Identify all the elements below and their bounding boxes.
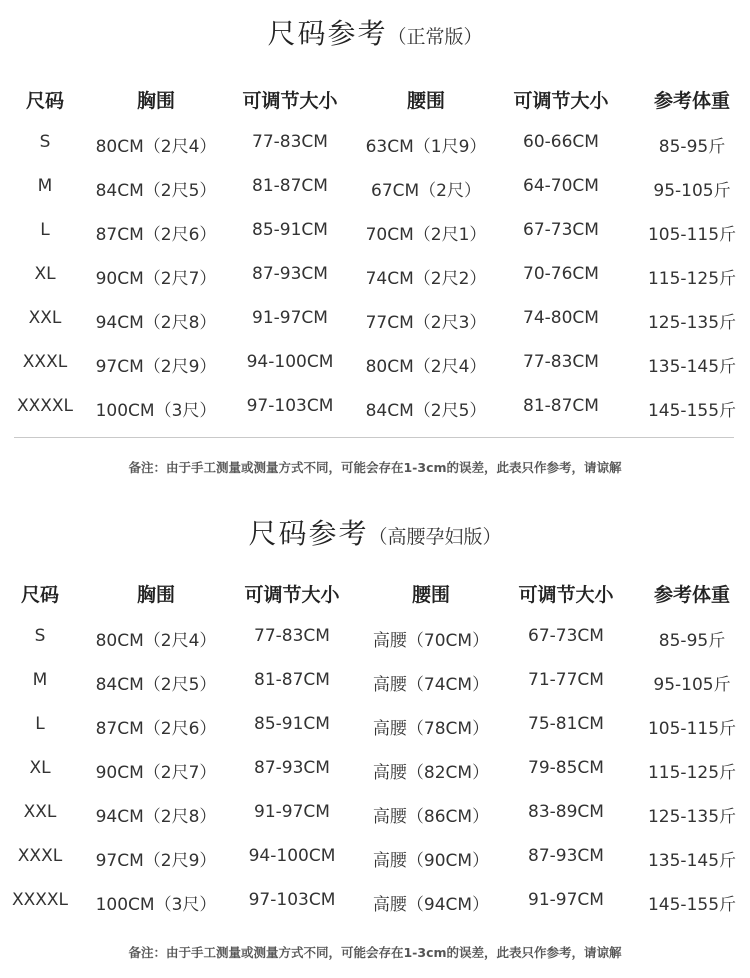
maternity-cell-chest: 94CM（2尺8）	[95, 807, 217, 827]
regular-cell-size: L	[40, 220, 50, 240]
maternity-cell-weight: 125-135斤	[647, 807, 737, 827]
regular-cell-size: XL	[34, 264, 56, 284]
maternity-cell-waist: 高腰（94CM）	[372, 895, 490, 915]
maternity-cell-size: XXXXL	[11, 890, 69, 910]
regular-cell-weight: 145-155斤	[647, 401, 737, 421]
regular-cell-waist-range: 67-73CM	[523, 220, 599, 240]
regular-cell-chest-range: 91-97CM	[252, 308, 328, 328]
regular-cell-waist-range: 60-66CM	[523, 132, 599, 152]
maternity-cell-waist: 高腰（86CM）	[372, 807, 490, 827]
regular-cell-chest-range: 77-83CM	[252, 132, 328, 152]
regular-cell-weight: 85-95斤	[658, 137, 726, 157]
regular-cell-size: S	[39, 132, 51, 152]
regular-cell-waist-range: 64-70CM	[523, 176, 599, 196]
maternity-note: 备注：由于手工测量或测量方式不同，可能会存在1-3cm的误差，此表只作参考，请谅解	[128, 945, 622, 960]
maternity-cell-chest-range: 81-87CM	[254, 670, 330, 690]
maternity-cell-size: S	[34, 626, 46, 646]
regular-cell-weight: 95-105斤	[653, 181, 731, 201]
maternity-cell-weight: 115-125斤	[647, 763, 737, 783]
maternity-header-chest-range: 可调节大小	[244, 584, 340, 606]
regular-cell-chest: 94CM（2尺8）	[95, 313, 217, 333]
maternity-cell-waist: 高腰（82CM）	[372, 763, 490, 783]
maternity-cell-chest-range: 85-91CM	[254, 714, 330, 734]
maternity-cell-chest: 100CM（3尺）	[95, 895, 217, 915]
regular-cell-weight: 105-115斤	[647, 225, 737, 245]
maternity-title-sub: （高腰孕妇版）	[368, 526, 502, 548]
maternity-cell-waist: 高腰（70CM）	[372, 631, 490, 651]
regular-header-waist: 腰围	[406, 90, 446, 112]
maternity-cell-waist-range: 79-85CM	[528, 758, 604, 778]
regular-cell-chest-range: 87-93CM	[252, 264, 328, 284]
regular-cell-size: XXXL	[22, 352, 68, 372]
regular-cell-waist: 67CM（2尺）	[371, 181, 481, 201]
maternity-cell-chest: 90CM（2尺7）	[95, 763, 217, 783]
maternity-header-weight: 参考体重	[653, 584, 731, 606]
maternity-cell-chest: 97CM（2尺9）	[95, 851, 217, 871]
regular-header-size: 尺码	[25, 90, 65, 112]
regular-cell-waist-range: 81-87CM	[523, 396, 599, 416]
maternity-header-size: 尺码	[20, 584, 60, 606]
maternity-cell-waist-range: 87-93CM	[528, 846, 604, 866]
maternity-cell-chest: 87CM（2尺6）	[95, 719, 217, 739]
maternity-cell-waist-range: 71-77CM	[528, 670, 604, 690]
maternity-header-chest: 胸围	[136, 584, 176, 606]
maternity-cell-chest: 80CM（2尺4）	[95, 631, 217, 651]
maternity-cell-weight: 135-145斤	[647, 851, 737, 871]
regular-cell-chest: 80CM（2尺4）	[95, 137, 217, 157]
regular-cell-chest: 87CM（2尺6）	[95, 225, 217, 245]
regular-cell-size: M	[37, 176, 53, 196]
maternity-header-waist: 腰围	[411, 584, 451, 606]
regular-cell-weight: 125-135斤	[647, 313, 737, 333]
regular-cell-waist: 84CM（2尺5）	[365, 401, 487, 421]
regular-cell-chest-range: 85-91CM	[252, 220, 328, 240]
maternity-cell-weight: 95-105斤	[653, 675, 731, 695]
regular-cell-size: XXXXL	[16, 396, 74, 416]
maternity-cell-weight: 145-155斤	[647, 895, 737, 915]
maternity-cell-waist-range: 91-97CM	[528, 890, 604, 910]
maternity-cell-size: M	[32, 670, 48, 690]
regular-title-main: 尺码参考	[267, 17, 388, 50]
regular-cell-chest-range: 94-100CM	[246, 352, 334, 372]
regular-divider	[14, 437, 734, 438]
maternity-cell-chest-range: 97-103CM	[248, 890, 336, 910]
regular-cell-waist: 80CM（2尺4）	[365, 357, 487, 377]
regular-header-chest: 胸围	[136, 90, 176, 112]
maternity-cell-waist-range: 83-89CM	[528, 802, 604, 822]
regular-header-weight: 参考体重	[653, 90, 731, 112]
maternity-cell-waist: 高腰（74CM）	[372, 675, 490, 695]
regular-cell-waist: 74CM（2尺2）	[365, 269, 487, 289]
regular-cell-chest: 84CM（2尺5）	[95, 181, 217, 201]
regular-header-chest-range: 可调节大小	[242, 90, 338, 112]
maternity-title-main: 尺码参考	[248, 517, 369, 550]
regular-cell-waist-range: 77-83CM	[523, 352, 599, 372]
maternity-cell-waist: 高腰（78CM）	[372, 719, 490, 739]
maternity-cell-size: XXXL	[17, 846, 63, 866]
maternity-cell-size: L	[35, 714, 45, 734]
regular-cell-weight: 135-145斤	[647, 357, 737, 377]
maternity-title	[0, 512, 750, 552]
maternity-cell-weight: 105-115斤	[647, 719, 737, 739]
regular-cell-weight: 115-125斤	[647, 269, 737, 289]
regular-cell-chest: 97CM（2尺9）	[95, 357, 217, 377]
regular-cell-chest: 90CM（2尺7）	[95, 269, 217, 289]
regular-cell-waist: 77CM（2尺3）	[365, 313, 487, 333]
regular-cell-chest-range: 81-87CM	[252, 176, 328, 196]
maternity-cell-chest-range: 77-83CM	[254, 626, 330, 646]
maternity-cell-chest-range: 87-93CM	[254, 758, 330, 778]
regular-title	[0, 12, 750, 52]
maternity-cell-chest: 84CM（2尺5）	[95, 675, 217, 695]
regular-cell-waist: 70CM（2尺1）	[365, 225, 487, 245]
maternity-cell-size: XXL	[23, 802, 57, 822]
maternity-header-waist-range: 可调节大小	[518, 584, 614, 606]
regular-title-sub: （正常版）	[387, 26, 483, 48]
maternity-cell-weight: 85-95斤	[658, 631, 726, 651]
regular-cell-waist: 63CM（1尺9）	[365, 137, 487, 157]
regular-cell-waist-range: 74-80CM	[523, 308, 599, 328]
maternity-cell-waist-range: 75-81CM	[528, 714, 604, 734]
regular-cell-chest: 100CM（3尺）	[95, 401, 217, 421]
regular-header-waist-range: 可调节大小	[513, 90, 609, 112]
regular-cell-chest-range: 97-103CM	[246, 396, 334, 416]
regular-cell-size: XXL	[28, 308, 62, 328]
regular-cell-waist-range: 70-76CM	[523, 264, 599, 284]
maternity-cell-waist: 高腰（90CM）	[372, 851, 490, 871]
maternity-cell-chest-range: 94-100CM	[248, 846, 336, 866]
maternity-cell-waist-range: 67-73CM	[528, 626, 604, 646]
maternity-cell-size: XL	[29, 758, 51, 778]
regular-note: 备注：由于手工测量或测量方式不同，可能会存在1-3cm的误差，此表只作参考，请谅解	[128, 460, 622, 475]
maternity-cell-chest-range: 91-97CM	[254, 802, 330, 822]
